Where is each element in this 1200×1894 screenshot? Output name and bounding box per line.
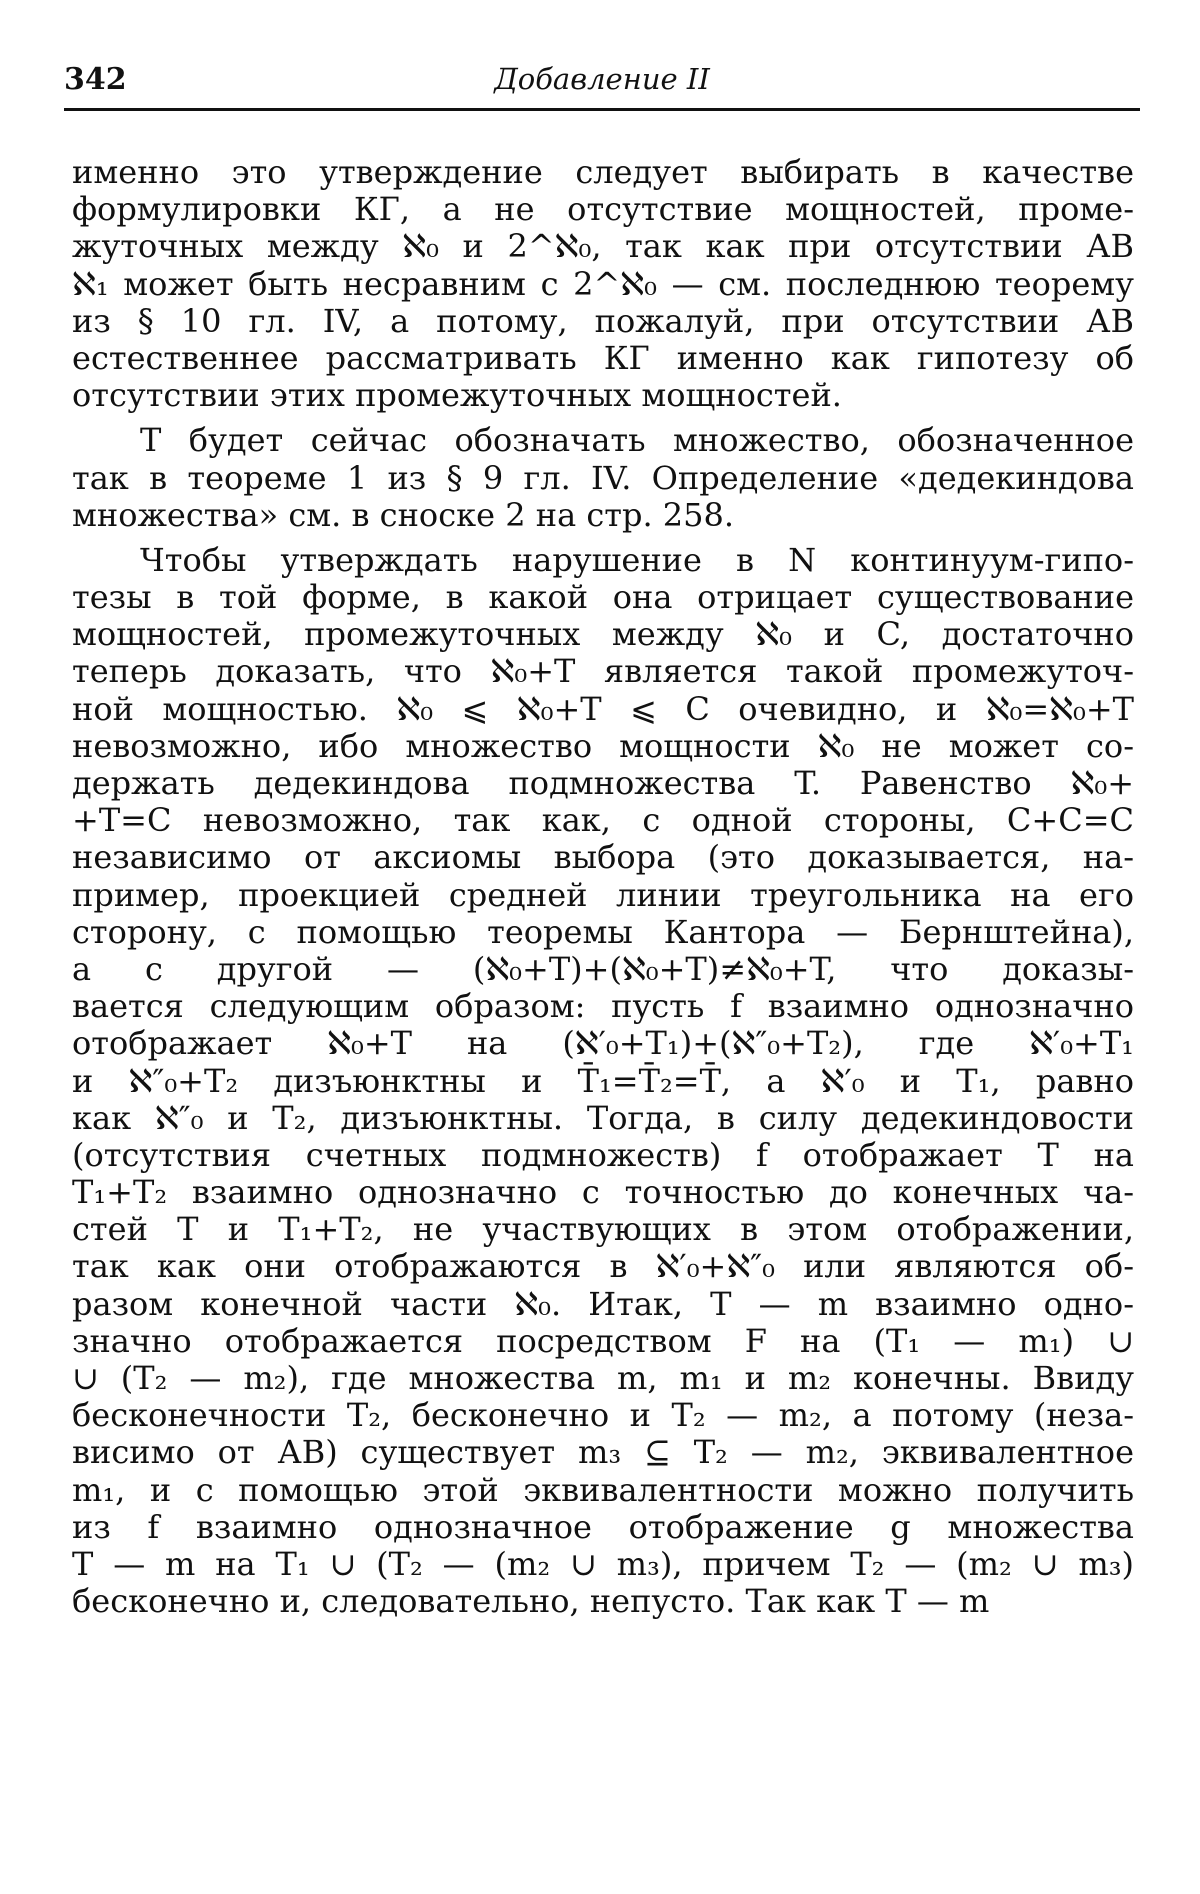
text-line: так как они отображаются в ℵ′₀+ℵ″₀ или являются об- (72, 1247, 1134, 1286)
text-line: именно это утверждение следует выбирать в качестве (72, 153, 1134, 191)
text-line: естественнее рассматривать КГ именно как гипотезу об (72, 338, 1134, 377)
text-line: T₁+T₂ взаимно однозначно с точностью до конечных ча- (72, 1173, 1134, 1212)
text-line: и ℵ″₀+T₂ дизъюнктны и T̄₁=T̄₂=T̄, а ℵ′₀ и T₁, равно (72, 1061, 1134, 1100)
text-line: сторону, с помощью теоремы Кантора — Бернштейна), (72, 912, 1134, 951)
text-line: формулировки КГ, а не отсутствие мощностей, проме- (72, 190, 1134, 229)
paragraph (72, 422, 1134, 534)
text-line: бесконечно и, следовательно, непусто. Так как T — m (72, 1582, 990, 1621)
text-line: держать дедекиндова подмножества T. Равенство ℵ₀+ (72, 764, 1134, 802)
text-line: +T=C невозможно, так как, с одной стороны, C+C=C (72, 801, 1134, 840)
text-line: ℵ₁ может быть несравним с 2^ℵ₀ — см. последнюю теорему (72, 264, 1134, 303)
text-line: T будет сейчас обозначать множество, обозначенное (140, 421, 1134, 460)
text-line: ной мощностью. ℵ₀ ⩽ ℵ₀+T ⩽ C очевидно, и ℵ₀=ℵ₀+T (72, 689, 1134, 728)
header-rule (64, 108, 1140, 111)
page-body (72, 154, 1134, 1620)
text-line: значно отображается посредством F на (T₁ — m₁) ∪ (72, 1321, 1134, 1360)
text-line: невозможно, ибо множество мощности ℵ₀ не может со- (72, 726, 1134, 765)
paragraph (72, 542, 1134, 1620)
text-line: так в теореме 1 из § 9 гл. IV. Определение «дедекиндова (72, 458, 1134, 497)
text-line: (отсутствия счетных подмножеств) f отображает T на (72, 1135, 1134, 1174)
text-line: Чтобы утверждать нарушение в N континуум-гипо- (140, 540, 1134, 579)
text-line: ∪ (T₂ — m₂), где множества m, m₁ и m₂ конечны. Ввиду (72, 1359, 1134, 1397)
running-head: Добавление II (494, 62, 710, 96)
text-line: вается следующим образом: пусть f взаимно однозначно (72, 987, 1134, 1026)
page-number: 342 (64, 62, 127, 97)
text-line: бесконечности T₂, бесконечно и T₂ — m₂, а потому (неза- (72, 1396, 1134, 1435)
text-line: отображает ℵ₀+T на (ℵ′₀+T₁)+(ℵ″₀+T₂), где ℵ′₀+T₁ (72, 1024, 1134, 1063)
text-line: тезы в той форме, в какой она отрицает существование (72, 578, 1134, 617)
text-line: мощностей, промежуточных между ℵ₀ и C, достаточно (72, 615, 1134, 654)
text-line: из f взаимно однозначное отображение g множества (72, 1507, 1134, 1546)
text-line: множества» см. в сноске 2 на стр. 258. (72, 495, 735, 534)
page-header (64, 52, 1140, 112)
text-line: теперь доказать, что ℵ₀+T является такой промежуточ- (72, 652, 1134, 691)
text-line: пример, проекцией средней линии треугольника на его (72, 875, 1134, 914)
text-line: как ℵ″₀ и T₂, дизъюнктны. Тогда, в силу дедекиндовости (72, 1098, 1134, 1137)
paragraph (72, 154, 1134, 414)
text-line: стей T и T₁+T₂, не участвующих в этом отображении, (72, 1210, 1134, 1249)
text-line: разом конечной части ℵ₀. Итак, T — m взаимно одно- (72, 1284, 1134, 1323)
text-line: а с другой — (ℵ₀+T)+(ℵ₀+T)≠ℵ₀+T, что доказы- (72, 949, 1134, 988)
text-line: независимо от аксиомы выбора (это доказывается, на- (72, 838, 1134, 877)
text-line: отсутствии этих промежуточных мощностей. (72, 376, 842, 415)
text-line: жуточных между ℵ₀ и 2^ℵ₀, так как при отсутствии АВ (72, 227, 1134, 266)
text-line: висимо от АВ) существует m₃ ⊆ T₂ — m₂, эквивалентное (72, 1433, 1134, 1472)
text-line: из § 10 гл. IV, а потому, пожалуй, при отсутствии АВ (72, 301, 1134, 340)
text-line: T — m на T₁ ∪ (T₂ — (m₂ ∪ m₃), причем T₂ — (m₂ ∪ m₃) (72, 1544, 1134, 1583)
text-line: m₁, и с помощью этой эквивалентности можно получить (72, 1470, 1134, 1509)
